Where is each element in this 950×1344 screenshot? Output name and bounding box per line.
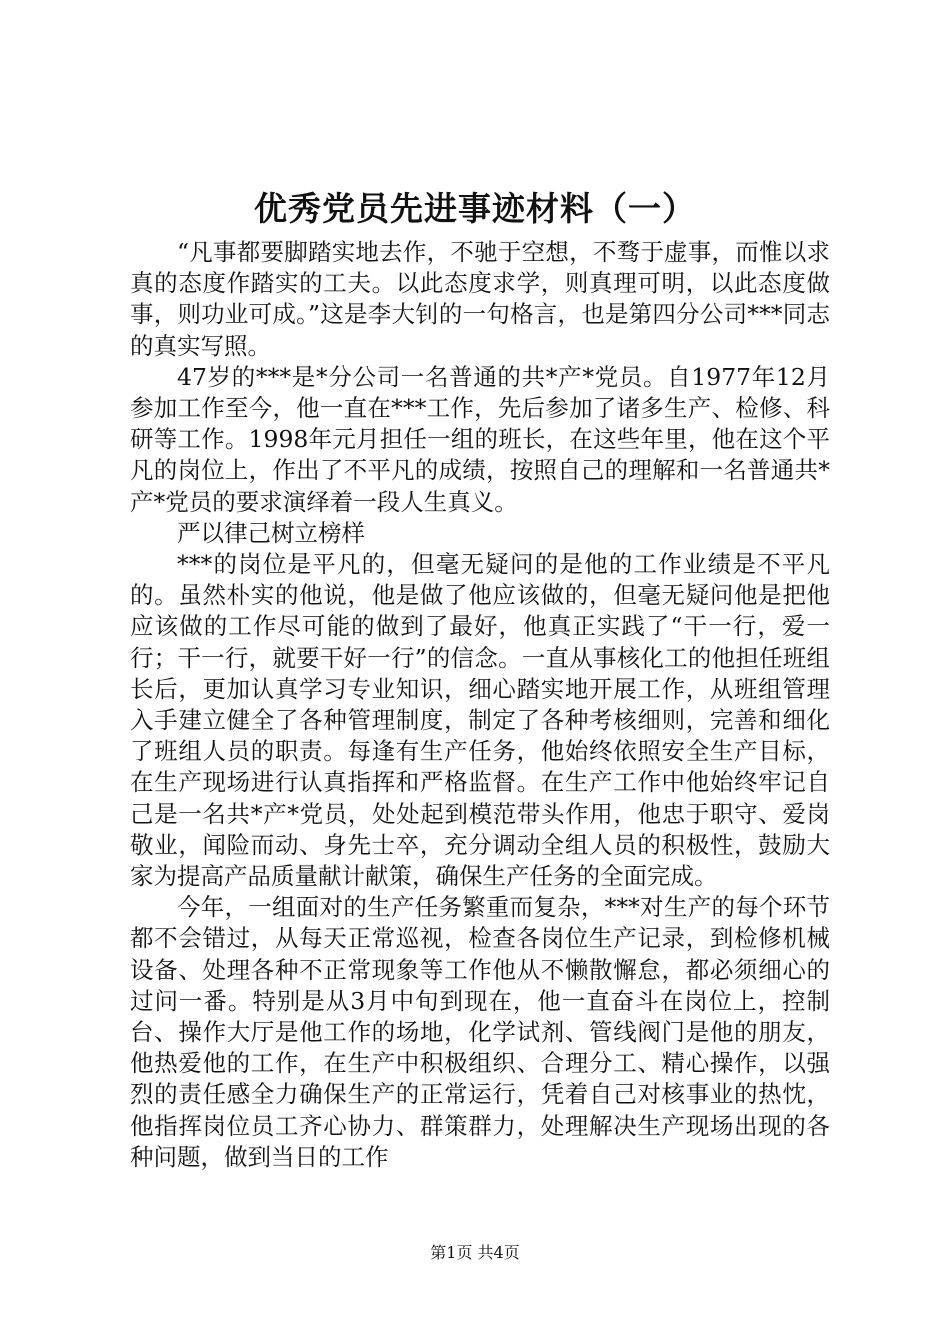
section-heading: 严以律己树立榜样 bbox=[177, 518, 365, 547]
document-body bbox=[130, 237, 830, 1173]
paragraph-intro-quote: “凡事都要脚踏实地去作，不驰于空想，不骛于虚事，而惟以求真的态度作踏实的工夫。以此态度求学，则真理可明，以此态度做事，则功业可成。”这是李大钊的一句格言，也是第四分公司***同志的真实写照。 bbox=[130, 238, 830, 360]
page-footer: 第1页 共4页 bbox=[430, 1243, 520, 1262]
document-title: 优秀党员先进事迹材料（一） bbox=[254, 189, 696, 228]
paragraph-work-record: ***的岗位是平凡的，但毫无疑问的是他的工作业绩是不平凡的。虽然朴实的他说，他是做了他应该做的，但毫无疑问他是把他应该做的工作尽可能的做到了最好，他真正实践了“干一行，爱一行；干一行，就要干好一行”的信念。一直从事核化工的他担任班组长后，更加认真学习专业知识，细心踏实地开展工作，从班组管理入手建立健全了各种管理制度，制定了各种考核细则，完善和细化了班组人员的职责。每逢有生产任务，他始终依照安全生产目标，在生产现场进行认真指挥和严格监督。在生产工作中他始终牢记自己是一名共*产*党员，处处起到模范带头作用，他忠于职守、爱岗敬业，闻险而动、身先士卒，充分调动全组人员的积极性，鼓励大家为提高产品质量献计献策，确保生产任务的全面完成。 bbox=[130, 550, 830, 891]
paragraph-biography: 47岁的***是*分公司一名普通的共*产*党员。自1977年12月参加工作至今，他一直在***工作，先后参加了诸多生产、检修、科研等工作。1998年元月担任一组的班长，在这些年里，他在这个平凡的岗位上，作出了不平凡的成绩，按照自己的理解和一名普通共*产*党员的要求演绎着一段人生真义。 bbox=[130, 362, 830, 516]
paragraph-this-year: 今年，一组面对的生产任务繁重而复杂，***对生产的每个环节都不会错过，从每天正常巡视，检查各岗位生产记录，到检修机械设备、处理各种不正常现象等工作他从不懒散懈怠，都必须细心的过问一番。特别是从3月中旬到现在，他一直奋斗在岗位上，控制台、操作大厅是他工作的场地，化学试剂、管线阀门是他的朋友，他热爱他的工作，在生产中积极组织、合理分工、精心操作，以强烈的责任感全力确保生产的正常运行，凭着自己对核事业的热忱，他指挥岗位员工齐心协力、群策群力，处理解决生产现场出现的各种问题，做到当日的工作 bbox=[130, 893, 830, 1171]
